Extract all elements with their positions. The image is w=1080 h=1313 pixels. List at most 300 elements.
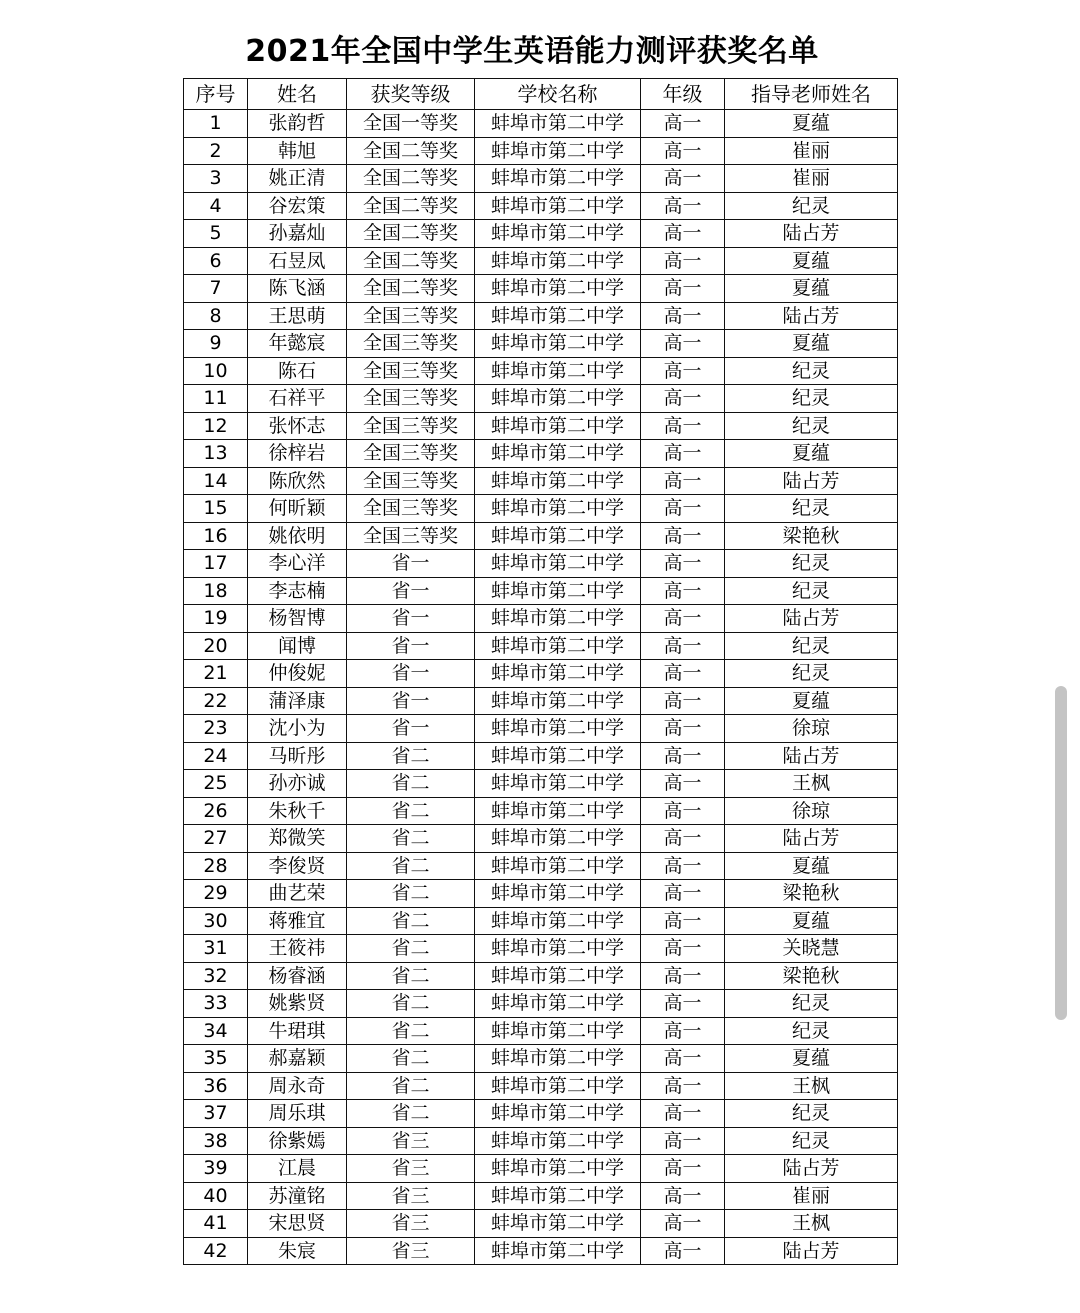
cell-school: 蚌埠市第二中学 xyxy=(475,907,641,935)
table-row xyxy=(184,1045,898,1073)
cell-award-level: 省三 xyxy=(347,1182,475,1210)
cell-award-level: 省三 xyxy=(347,1237,475,1265)
cell-teacher: 梁艳秋 xyxy=(725,962,898,990)
table-row xyxy=(184,192,898,220)
table-row xyxy=(184,742,898,770)
cell-index: 12 xyxy=(184,412,248,440)
table-row xyxy=(184,1237,898,1265)
cell-grade: 高一 xyxy=(641,962,725,990)
cell-name: 杨睿涵 xyxy=(248,962,347,990)
cell-school: 蚌埠市第二中学 xyxy=(475,880,641,908)
table-row xyxy=(184,935,898,963)
table-row xyxy=(184,467,898,495)
cell-school: 蚌埠市第二中学 xyxy=(475,385,641,413)
cell-index: 38 xyxy=(184,1127,248,1155)
table-row xyxy=(184,550,898,578)
cell-grade: 高一 xyxy=(641,275,725,303)
cell-award-level: 省二 xyxy=(347,852,475,880)
cell-award-level: 省二 xyxy=(347,962,475,990)
cell-grade: 高一 xyxy=(641,1210,725,1238)
cell-award-level: 全国三等奖 xyxy=(347,357,475,385)
cell-teacher: 夏蕴 xyxy=(725,330,898,358)
cell-name: 张韵哲 xyxy=(248,110,347,138)
table-row xyxy=(184,165,898,193)
table-row xyxy=(184,1017,898,1045)
cell-index: 22 xyxy=(184,687,248,715)
cell-index: 14 xyxy=(184,467,248,495)
cell-grade: 高一 xyxy=(641,357,725,385)
table-row xyxy=(184,1100,898,1128)
cell-name: 姚正清 xyxy=(248,165,347,193)
cell-award-level: 省一 xyxy=(347,660,475,688)
cell-teacher: 陆占芳 xyxy=(725,467,898,495)
cell-school: 蚌埠市第二中学 xyxy=(475,110,641,138)
table-row xyxy=(184,522,898,550)
cell-award-level: 全国一等奖 xyxy=(347,110,475,138)
cell-teacher: 纪灵 xyxy=(725,660,898,688)
cell-grade: 高一 xyxy=(641,632,725,660)
cell-teacher: 夏蕴 xyxy=(725,687,898,715)
table-row xyxy=(184,495,898,523)
cell-grade: 高一 xyxy=(641,577,725,605)
cell-award-level: 省三 xyxy=(347,1155,475,1183)
table-body xyxy=(184,110,898,1265)
cell-index: 25 xyxy=(184,770,248,798)
cell-school: 蚌埠市第二中学 xyxy=(475,137,641,165)
cell-school: 蚌埠市第二中学 xyxy=(475,687,641,715)
cell-award-level: 省二 xyxy=(347,1072,475,1100)
cell-name: 蒋雅宜 xyxy=(248,907,347,935)
cell-school: 蚌埠市第二中学 xyxy=(475,357,641,385)
table-row xyxy=(184,275,898,303)
cell-name: 沈小为 xyxy=(248,715,347,743)
cell-index: 21 xyxy=(184,660,248,688)
cell-teacher: 梁艳秋 xyxy=(725,880,898,908)
cell-teacher: 纪灵 xyxy=(725,357,898,385)
cell-school: 蚌埠市第二中学 xyxy=(475,302,641,330)
cell-award-level: 全国二等奖 xyxy=(347,165,475,193)
cell-award-level: 省二 xyxy=(347,880,475,908)
table-row xyxy=(184,687,898,715)
cell-award-level: 全国二等奖 xyxy=(347,247,475,275)
cell-name: 王筱祎 xyxy=(248,935,347,963)
cell-index: 37 xyxy=(184,1100,248,1128)
cell-grade: 高一 xyxy=(641,880,725,908)
cell-teacher: 纪灵 xyxy=(725,412,898,440)
table-row xyxy=(184,247,898,275)
cell-index: 30 xyxy=(184,907,248,935)
cell-teacher: 陆占芳 xyxy=(725,605,898,633)
cell-teacher: 夏蕴 xyxy=(725,275,898,303)
cell-index: 5 xyxy=(184,220,248,248)
cell-teacher: 陆占芳 xyxy=(725,302,898,330)
cell-school: 蚌埠市第二中学 xyxy=(475,577,641,605)
cell-award-level: 省二 xyxy=(347,990,475,1018)
cell-teacher: 梁艳秋 xyxy=(725,522,898,550)
cell-teacher: 纪灵 xyxy=(725,550,898,578)
cell-grade: 高一 xyxy=(641,440,725,468)
cell-school: 蚌埠市第二中学 xyxy=(475,522,641,550)
cell-teacher: 夏蕴 xyxy=(725,907,898,935)
cell-teacher: 纪灵 xyxy=(725,495,898,523)
cell-index: 40 xyxy=(184,1182,248,1210)
cell-index: 13 xyxy=(184,440,248,468)
cell-name: 徐紫嫣 xyxy=(248,1127,347,1155)
cell-name: 郝嘉颖 xyxy=(248,1045,347,1073)
table-row xyxy=(184,1127,898,1155)
cell-teacher: 陆占芳 xyxy=(725,825,898,853)
cell-name: 李志楠 xyxy=(248,577,347,605)
vertical-scrollbar[interactable] xyxy=(1055,686,1067,1020)
cell-grade: 高一 xyxy=(641,302,725,330)
cell-school: 蚌埠市第二中学 xyxy=(475,797,641,825)
cell-teacher: 关晓慧 xyxy=(725,935,898,963)
cell-index: 36 xyxy=(184,1072,248,1100)
cell-school: 蚌埠市第二中学 xyxy=(475,467,641,495)
cell-grade: 高一 xyxy=(641,935,725,963)
cell-teacher: 崔丽 xyxy=(725,137,898,165)
cell-teacher: 纪灵 xyxy=(725,192,898,220)
table-row xyxy=(184,137,898,165)
cell-award-level: 省一 xyxy=(347,550,475,578)
table-row xyxy=(184,1155,898,1183)
cell-teacher: 徐琼 xyxy=(725,715,898,743)
table-row xyxy=(184,330,898,358)
cell-award-level: 全国三等奖 xyxy=(347,467,475,495)
cell-grade: 高一 xyxy=(641,165,725,193)
cell-award-level: 全国三等奖 xyxy=(347,440,475,468)
cell-school: 蚌埠市第二中学 xyxy=(475,1072,641,1100)
cell-award-level: 省二 xyxy=(347,1017,475,1045)
cell-teacher: 徐琼 xyxy=(725,797,898,825)
cell-award-level: 省一 xyxy=(347,715,475,743)
cell-school: 蚌埠市第二中学 xyxy=(475,1100,641,1128)
cell-grade: 高一 xyxy=(641,220,725,248)
cell-award-level: 省一 xyxy=(347,687,475,715)
cell-name: 张怀志 xyxy=(248,412,347,440)
cell-index: 31 xyxy=(184,935,248,963)
cell-award-level: 省一 xyxy=(347,605,475,633)
cell-grade: 高一 xyxy=(641,110,725,138)
table-row xyxy=(184,357,898,385)
cell-grade: 高一 xyxy=(641,247,725,275)
cell-school: 蚌埠市第二中学 xyxy=(475,550,641,578)
page-title: 2021年全国中学生英语能力测评获奖名单 xyxy=(245,34,819,69)
cell-award-level: 省二 xyxy=(347,770,475,798)
table-row xyxy=(184,605,898,633)
cell-teacher: 纪灵 xyxy=(725,577,898,605)
cell-school: 蚌埠市第二中学 xyxy=(475,247,641,275)
table-header-row xyxy=(184,79,898,110)
cell-school: 蚌埠市第二中学 xyxy=(475,1017,641,1045)
cell-school: 蚌埠市第二中学 xyxy=(475,825,641,853)
cell-name: 陈飞涵 xyxy=(248,275,347,303)
cell-award-level: 全国二等奖 xyxy=(347,192,475,220)
cell-teacher: 陆占芳 xyxy=(725,742,898,770)
cell-award-level: 全国二等奖 xyxy=(347,137,475,165)
cell-name: 陈欣然 xyxy=(248,467,347,495)
cell-teacher: 夏蕴 xyxy=(725,1045,898,1073)
cell-index: 9 xyxy=(184,330,248,358)
cell-name: 江晨 xyxy=(248,1155,347,1183)
cell-grade: 高一 xyxy=(641,1182,725,1210)
cell-grade: 高一 xyxy=(641,1017,725,1045)
cell-teacher: 夏蕴 xyxy=(725,247,898,275)
cell-award-level: 全国三等奖 xyxy=(347,522,475,550)
cell-grade: 高一 xyxy=(641,990,725,1018)
cell-school: 蚌埠市第二中学 xyxy=(475,440,641,468)
table-row xyxy=(184,880,898,908)
cell-name: 苏潼铭 xyxy=(248,1182,347,1210)
cell-teacher: 王枫 xyxy=(725,1210,898,1238)
table-row xyxy=(184,825,898,853)
cell-index: 18 xyxy=(184,577,248,605)
cell-name: 孙嘉灿 xyxy=(248,220,347,248)
cell-award-level: 省二 xyxy=(347,1045,475,1073)
table-row xyxy=(184,1210,898,1238)
cell-school: 蚌埠市第二中学 xyxy=(475,742,641,770)
cell-teacher: 夏蕴 xyxy=(725,440,898,468)
cell-name: 李心洋 xyxy=(248,550,347,578)
cell-school: 蚌埠市第二中学 xyxy=(475,660,641,688)
cell-index: 29 xyxy=(184,880,248,908)
cell-school: 蚌埠市第二中学 xyxy=(475,165,641,193)
cell-grade: 高一 xyxy=(641,907,725,935)
cell-index: 4 xyxy=(184,192,248,220)
cell-grade: 高一 xyxy=(641,852,725,880)
table-row xyxy=(184,1182,898,1210)
cell-school: 蚌埠市第二中学 xyxy=(475,852,641,880)
cell-grade: 高一 xyxy=(641,797,725,825)
cell-teacher: 陆占芳 xyxy=(725,220,898,248)
cell-index: 28 xyxy=(184,852,248,880)
table-row xyxy=(184,1072,898,1100)
cell-index: 7 xyxy=(184,275,248,303)
cell-school: 蚌埠市第二中学 xyxy=(475,220,641,248)
cell-grade: 高一 xyxy=(641,742,725,770)
cell-teacher: 王枫 xyxy=(725,1072,898,1100)
cell-index: 19 xyxy=(184,605,248,633)
header-index: 序号 xyxy=(184,79,248,110)
cell-teacher: 纪灵 xyxy=(725,385,898,413)
cell-award-level: 省二 xyxy=(347,1100,475,1128)
cell-name: 牛珺琪 xyxy=(248,1017,347,1045)
header-grade: 年级 xyxy=(641,79,725,110)
cell-name: 姚紫贤 xyxy=(248,990,347,1018)
cell-name: 徐梓岩 xyxy=(248,440,347,468)
table-row xyxy=(184,770,898,798)
cell-grade: 高一 xyxy=(641,495,725,523)
cell-index: 10 xyxy=(184,357,248,385)
cell-index: 6 xyxy=(184,247,248,275)
cell-award-level: 省二 xyxy=(347,742,475,770)
cell-school: 蚌埠市第二中学 xyxy=(475,632,641,660)
cell-index: 8 xyxy=(184,302,248,330)
cell-teacher: 纪灵 xyxy=(725,632,898,660)
cell-index: 33 xyxy=(184,990,248,1018)
cell-grade: 高一 xyxy=(641,1072,725,1100)
cell-grade: 高一 xyxy=(641,522,725,550)
cell-teacher: 夏蕴 xyxy=(725,110,898,138)
cell-teacher: 纪灵 xyxy=(725,990,898,1018)
cell-grade: 高一 xyxy=(641,660,725,688)
cell-award-level: 全国三等奖 xyxy=(347,412,475,440)
cell-index: 3 xyxy=(184,165,248,193)
cell-grade: 高一 xyxy=(641,330,725,358)
table-row xyxy=(184,715,898,743)
table-row xyxy=(184,907,898,935)
cell-award-level: 省二 xyxy=(347,825,475,853)
cell-index: 17 xyxy=(184,550,248,578)
cell-school: 蚌埠市第二中学 xyxy=(475,1045,641,1073)
cell-teacher: 王枫 xyxy=(725,770,898,798)
cell-award-level: 全国二等奖 xyxy=(347,275,475,303)
cell-school: 蚌埠市第二中学 xyxy=(475,1127,641,1155)
cell-teacher: 纪灵 xyxy=(725,1127,898,1155)
cell-award-level: 省三 xyxy=(347,1127,475,1155)
table-row xyxy=(184,577,898,605)
cell-name: 石昱凤 xyxy=(248,247,347,275)
cell-grade: 高一 xyxy=(641,192,725,220)
cell-index: 26 xyxy=(184,797,248,825)
cell-grade: 高一 xyxy=(641,770,725,798)
cell-award-level: 全国三等奖 xyxy=(347,495,475,523)
table-row xyxy=(184,660,898,688)
table-row xyxy=(184,302,898,330)
cell-grade: 高一 xyxy=(641,1127,725,1155)
cell-school: 蚌埠市第二中学 xyxy=(475,192,641,220)
cell-school: 蚌埠市第二中学 xyxy=(475,330,641,358)
cell-name: 年懿宸 xyxy=(248,330,347,358)
table-row xyxy=(184,962,898,990)
cell-grade: 高一 xyxy=(641,1237,725,1265)
table-row xyxy=(184,110,898,138)
cell-name: 马昕彤 xyxy=(248,742,347,770)
cell-name: 闻博 xyxy=(248,632,347,660)
header-school: 学校名称 xyxy=(475,79,641,110)
cell-grade: 高一 xyxy=(641,550,725,578)
table-row xyxy=(184,797,898,825)
cell-school: 蚌埠市第二中学 xyxy=(475,770,641,798)
cell-name: 谷宏策 xyxy=(248,192,347,220)
cell-name: 王思萌 xyxy=(248,302,347,330)
cell-school: 蚌埠市第二中学 xyxy=(475,715,641,743)
cell-school: 蚌埠市第二中学 xyxy=(475,990,641,1018)
cell-teacher: 崔丽 xyxy=(725,165,898,193)
cell-award-level: 省一 xyxy=(347,577,475,605)
cell-grade: 高一 xyxy=(641,605,725,633)
cell-award-level: 全国三等奖 xyxy=(347,302,475,330)
cell-school: 蚌埠市第二中学 xyxy=(475,1155,641,1183)
cell-index: 11 xyxy=(184,385,248,413)
cell-name: 宋思贤 xyxy=(248,1210,347,1238)
cell-name: 石祥平 xyxy=(248,385,347,413)
cell-award-level: 全国三等奖 xyxy=(347,330,475,358)
cell-teacher: 纪灵 xyxy=(725,1100,898,1128)
cell-grade: 高一 xyxy=(641,1045,725,1073)
cell-index: 24 xyxy=(184,742,248,770)
cell-name: 韩旭 xyxy=(248,137,347,165)
cell-index: 34 xyxy=(184,1017,248,1045)
cell-name: 朱宸 xyxy=(248,1237,347,1265)
cell-award-level: 省一 xyxy=(347,632,475,660)
cell-name: 李俊贤 xyxy=(248,852,347,880)
cell-name: 姚依明 xyxy=(248,522,347,550)
cell-grade: 高一 xyxy=(641,412,725,440)
cell-name: 蒲泽康 xyxy=(248,687,347,715)
cell-name: 曲艺荣 xyxy=(248,880,347,908)
cell-award-level: 省二 xyxy=(347,907,475,935)
cell-index: 35 xyxy=(184,1045,248,1073)
cell-teacher: 陆占芳 xyxy=(725,1237,898,1265)
cell-award-level: 全国二等奖 xyxy=(347,220,475,248)
header-award-level: 获奖等级 xyxy=(347,79,475,110)
cell-index: 2 xyxy=(184,137,248,165)
cell-name: 何昕颖 xyxy=(248,495,347,523)
cell-school: 蚌埠市第二中学 xyxy=(475,962,641,990)
table-row xyxy=(184,412,898,440)
cell-name: 杨智博 xyxy=(248,605,347,633)
table-row xyxy=(184,440,898,468)
cell-name: 郑微笑 xyxy=(248,825,347,853)
cell-award-level: 省二 xyxy=(347,797,475,825)
cell-name: 仲俊妮 xyxy=(248,660,347,688)
table-row xyxy=(184,385,898,413)
cell-school: 蚌埠市第二中学 xyxy=(475,935,641,963)
cell-school: 蚌埠市第二中学 xyxy=(475,1210,641,1238)
cell-name: 朱秋千 xyxy=(248,797,347,825)
cell-school: 蚌埠市第二中学 xyxy=(475,605,641,633)
cell-index: 23 xyxy=(184,715,248,743)
table-row xyxy=(184,990,898,1018)
cell-index: 15 xyxy=(184,495,248,523)
cell-teacher: 纪灵 xyxy=(725,1017,898,1045)
cell-index: 41 xyxy=(184,1210,248,1238)
cell-award-level: 全国三等奖 xyxy=(347,385,475,413)
cell-name: 周乐琪 xyxy=(248,1100,347,1128)
cell-grade: 高一 xyxy=(641,1100,725,1128)
cell-grade: 高一 xyxy=(641,687,725,715)
cell-name: 陈石 xyxy=(248,357,347,385)
cell-grade: 高一 xyxy=(641,825,725,853)
table-row xyxy=(184,220,898,248)
cell-grade: 高一 xyxy=(641,1155,725,1183)
cell-index: 27 xyxy=(184,825,248,853)
cell-teacher: 陆占芳 xyxy=(725,1155,898,1183)
cell-index: 42 xyxy=(184,1237,248,1265)
cell-index: 20 xyxy=(184,632,248,660)
cell-award-level: 省二 xyxy=(347,935,475,963)
cell-award-level: 省三 xyxy=(347,1210,475,1238)
cell-name: 周永奇 xyxy=(248,1072,347,1100)
cell-index: 1 xyxy=(184,110,248,138)
header-teacher: 指导老师姓名 xyxy=(725,79,898,110)
cell-index: 39 xyxy=(184,1155,248,1183)
cell-teacher: 夏蕴 xyxy=(725,852,898,880)
cell-grade: 高一 xyxy=(641,385,725,413)
cell-school: 蚌埠市第二中学 xyxy=(475,275,641,303)
cell-school: 蚌埠市第二中学 xyxy=(475,495,641,523)
cell-school: 蚌埠市第二中学 xyxy=(475,412,641,440)
cell-school: 蚌埠市第二中学 xyxy=(475,1182,641,1210)
cell-grade: 高一 xyxy=(641,715,725,743)
cell-index: 16 xyxy=(184,522,248,550)
cell-teacher: 崔丽 xyxy=(725,1182,898,1210)
cell-grade: 高一 xyxy=(641,137,725,165)
cell-name: 孙亦诚 xyxy=(248,770,347,798)
table-row xyxy=(184,632,898,660)
cell-grade: 高一 xyxy=(641,467,725,495)
